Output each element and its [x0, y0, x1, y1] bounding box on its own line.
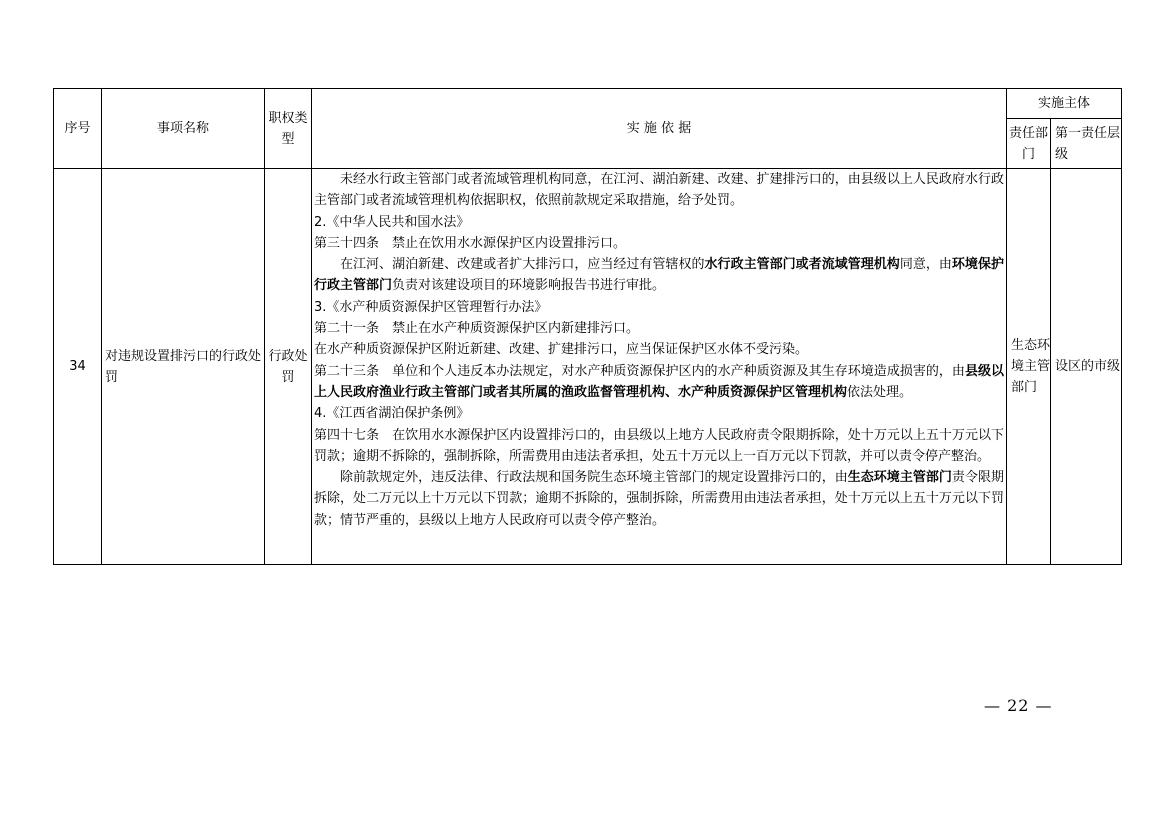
basis-law4-a: 除前款规定外，违反法律、行政法规和国务院生态环境主管部门的规定设置排污口的，由: [340, 470, 848, 486]
basis-law4-title: 4.《江西省湖泊保护条例》: [314, 406, 470, 422]
power-list-table: [53, 88, 1122, 565]
basis-law2-a: 在江河、湖泊新建、改建或者扩大排污口，应当经过有管辖权的: [340, 257, 705, 273]
basis-law2-para: [314, 254, 1004, 297]
basis-law2-b: 水行政主管部门或者流域管理机构: [704, 257, 900, 273]
table-row: [54, 169, 1122, 565]
cell-basis: [312, 169, 1007, 565]
basis-law4-b: 生态环境主管部门: [847, 470, 952, 486]
basis-law3-art21: 第二十一条 禁止在水产种质资源保护区内新建排污口。: [314, 321, 640, 337]
basis-law3-art23-a: 第二十三条 单位和个人违反本办法规定，对水产种质资源保护区内的水产种质资源及其生存环境造成损害的，由: [314, 363, 965, 379]
cell-seq: 34: [54, 169, 102, 565]
cell-power-type: 行政处罚: [265, 169, 312, 565]
cell-item-name: 对违规设置排污口的行政处罚: [102, 169, 265, 565]
header-seq: 序号: [54, 89, 102, 169]
header-first-level: 第一责任层级: [1051, 119, 1122, 169]
header-power-type: 职权类型: [265, 89, 312, 169]
basis-law4-c: 责令限期拆除，处二万元以上十万元以下罚款；逾期不拆除的，强制拆除，所需费用由违法者承担，处十万元以上五十万元以下罚款；情节严重的，县级以上地方人民政府可以责令停产整治。: [314, 470, 1004, 528]
basis-law2-title: 2.《中华人民共和国水法》: [314, 214, 470, 230]
header-resp-dept: 责任部门: [1007, 119, 1051, 169]
basis-law3-title: 3.《水产种质资源保护区管理暂行办法》: [314, 299, 548, 315]
header-basis: 实 施 依 据: [312, 89, 1007, 169]
basis-law3-art23-c: 依法处理。: [847, 384, 913, 400]
basis-law2-e: 负责对该建设项目的环境影响报告书进行审批。: [392, 278, 666, 294]
basis-law2-art: 第三十四条 禁止在饮用水水源保护区内设置排污口。: [314, 235, 627, 251]
cell-first-level: 设区的市级: [1051, 169, 1122, 565]
basis-law3-para: 在水产种质资源保护区附近新建、改建、扩建排污口，应当保证保护区水体不受污染。: [314, 342, 809, 358]
header-row-1: [54, 89, 1122, 119]
header-subject: 实施主体: [1007, 89, 1122, 119]
header-item-name: 事项名称: [102, 89, 265, 169]
basis-law2-c: 同意，由: [899, 257, 952, 273]
cell-resp-dept: 生态环境主管部门: [1007, 169, 1051, 565]
basis-law4-art47: 第四十七条 在饮用水水源保护区内设置排污口的，由县级以上地方人民政府责令限期拆除，处十万元以上五十万元以下罚款；逾期不拆除的，强制拆除，所需费用由违法者承担，处五十万元以上一百万元以下罚款，并可以责令停产整治。: [314, 427, 1004, 464]
basis-law3-art23-b: 县级以上人民政府渔业行政主管部门或者其所属的渔政监督管理机构、水产种质资源保护区管理机构: [314, 363, 1004, 400]
basis-law4-para: [314, 467, 1004, 531]
basis-law2-d: 环境保护行政主管部门: [314, 257, 1004, 294]
page-number: — 22 —: [984, 696, 1053, 715]
basis-law3-art23: [314, 361, 1004, 404]
basis-p1: 未经水行政主管部门或者流域管理机构同意，在江河、湖泊新建、改建、扩建排污口的，由县级以上人民政府水行政主管部门或者流域管理机构依据职权，依照前款规定采取措施，给予处罚。: [314, 172, 1004, 209]
